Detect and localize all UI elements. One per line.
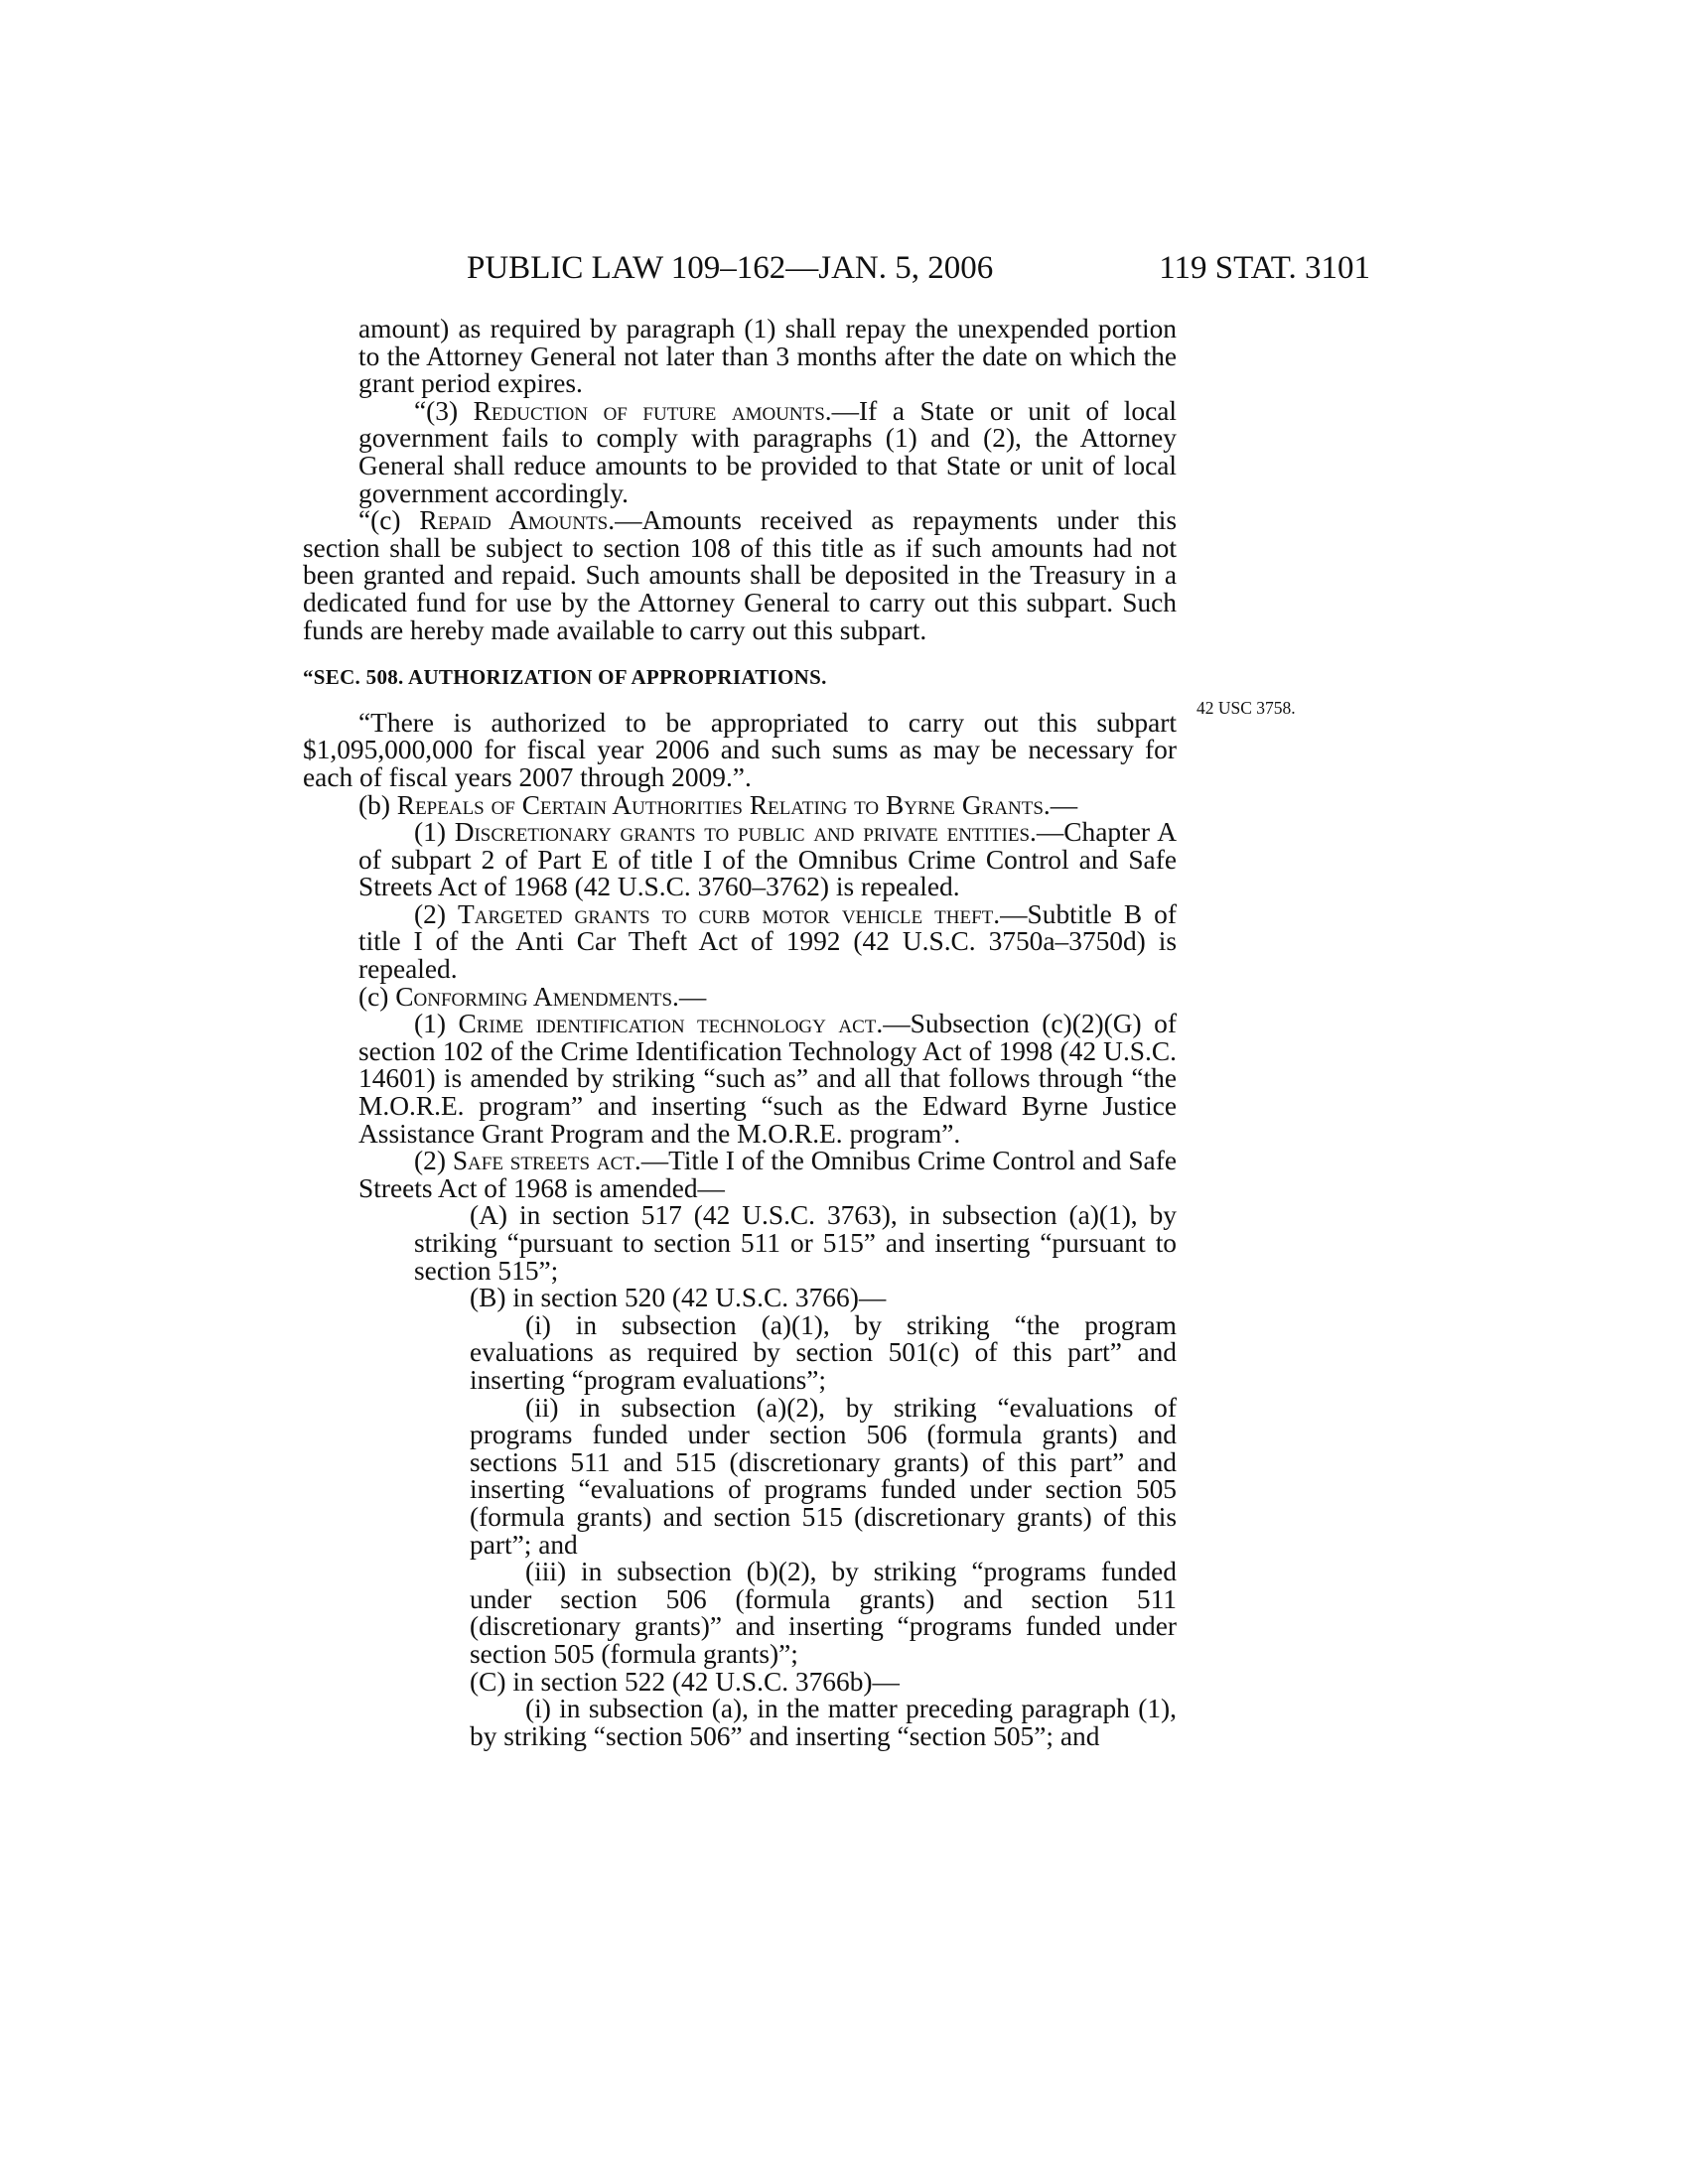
paragraph-text: —Subtitle B of title I of the Anti Car Theft Act of 1992 (42 U.S.C. 3750a–3750d) is repealed. [358,898,1177,985]
paragraph-lead: (b) [358,789,397,820]
paragraph-text: — [1050,789,1078,820]
paragraph-lead: (1) [414,1009,459,1039]
paragraph-lead: (iii) in subsection (b)(2), by striking “programs funded under section 506 (formula grants) and section 511 (discretionary grants)” and inserting “programs funded under section 505 (formula grants)”; [470,1557,1177,1669]
paragraph-caption: Safe streets act. [452,1146,641,1176]
section-heading [303,664,1177,692]
page-header-title: PUBLIC LAW 109–162—JAN. 5, 2006 [467,250,994,286]
paragraph [303,1559,1177,1668]
paragraph-lead: (2) [414,1146,453,1176]
paragraph-text: amount) as required by paragraph (1) shall repay the unexpended portion to the Attorney General not later than 3 months after the date on which the grant period expires. [358,314,1177,399]
paragraph [303,819,1177,901]
paragraph [303,1666,1177,1697]
document-body [303,316,1177,1750]
paragraph [303,1392,1177,1560]
paragraph-caption: Reduction of future amounts. [473,395,832,426]
paragraph [303,1148,1177,1202]
paragraph-lead: (C) in section 522 (42 U.S.C. 3766b)— [470,1666,900,1697]
paragraph-caption: Discretionary grants to public and private entities. [454,817,1037,848]
paragraph [303,898,1177,985]
paragraph [303,707,1177,792]
paragraph-lead: (A) in section 517 (42 U.S.C. 3763), in subsection (a)(1), by striking “pursuant to section 511 or 515” and inserting “pursuant to section 515”; [414,1200,1177,1286]
paragraph-caption: Repeals of Certain Authorities Relating to Byrne Grants. [396,789,1051,820]
paragraph [303,316,1177,398]
paragraph-lead: (c) [358,981,396,1012]
paragraph-caption: Repaid Amounts. [419,505,616,536]
paragraph-text: —Chapter A of subpart 2 of Part E of title I of the Omnibus Crime Control and Safe Streets Act of 1968 (42 U.S.C. 3760–3762) is repealed. [358,817,1178,902]
margin-note: 42 USC 3758. [1196,698,1296,718]
paragraph-lead: (1) [414,817,455,848]
paragraph-caption: Crime identification technology act. [458,1009,884,1039]
paragraph [303,1285,1177,1312]
paragraph-lead: (i) in subsection (a)(1), by striking “the program evaluations as required by section 501(c) of this part” and inserting “program evaluations”; [470,1309,1177,1395]
paragraph [303,789,1177,820]
paragraph [303,1011,1177,1148]
paragraph-lead: “SEC. 508. AUTHORIZATION OF APPROPRIATIONS. [303,665,827,690]
paragraph-lead: (2) [414,898,459,929]
paragraph-text: —Subsection (c)(2)(G) of section 102 of the Crime Identification Technology Act of 1998 (42 U.S.C. 14601) is amended by striking “such as” and all that follows through “the M.O.R.E. program” and inserting “such as the Edward Byrne Justice Assistance Grant Program and the M.O.R.E. program”. [358,1009,1177,1149]
paragraph-text: —Title I of the Omnibus Crime Control and Safe Streets Act of 1968 is amended— [358,1146,1177,1203]
paragraph [303,507,1177,644]
paragraph-lead: “(c) [358,505,420,536]
paragraph [303,1309,1177,1395]
paragraph [303,1696,1177,1750]
paragraph-lead: “There is authorized to be appropriated to carry out this subpart $1,095,000,000 for fiscal year 2006 and such sums as may be necessary for each of fiscal years 2007 through 2009.”. [303,707,1177,792]
paragraph-caption: Targeted grants to curb motor vehicle theft. [458,898,1001,929]
page-header-stat: 119 STAT. 3101 [1159,250,1370,286]
paragraph-lead: “(3) [414,395,474,426]
paragraph-text: —If a State or unit of local government fails to comply with paragraphs (1) and (2), the Attorney General shall reduce amounts to be provided to that State or unit of local government accordingly. [358,395,1177,508]
paragraph-text: — [678,981,707,1012]
paragraph-lead: (B) in section 520 (42 U.S.C. 3766)— [470,1283,887,1313]
paragraph [303,1202,1177,1285]
page-header [467,250,1370,294]
paragraph-lead: (i) in subsection (a), in the matter preceding paragraph (1), by striking “section 506” and inserting “section 505”; and [470,1694,1177,1751]
paragraph [303,981,1177,1012]
paragraph-lead: (ii) in subsection (a)(2), by striking “evaluations of programs funded under section 506 (formula grants) and sections 511 and 515 (discretionary grants) of this part” and inserting “evaluations of programs funded under section 505 (formula grants) and section 515 (discretionary grants) of this part”; and [470,1392,1177,1560]
paragraph-text: —Amounts received as repayments under this section shall be subject to section 108 of this title as if such amounts had not been granted and repaid. Such amounts shall be deposited in the Treasury in a dedicated fund for use by the Attorney General to carry out this subpart. Such funds are hereby made available to carry out this subpart. [303,505,1177,645]
paragraph [303,395,1177,508]
paragraph-caption: Conforming Amendments. [395,981,679,1012]
